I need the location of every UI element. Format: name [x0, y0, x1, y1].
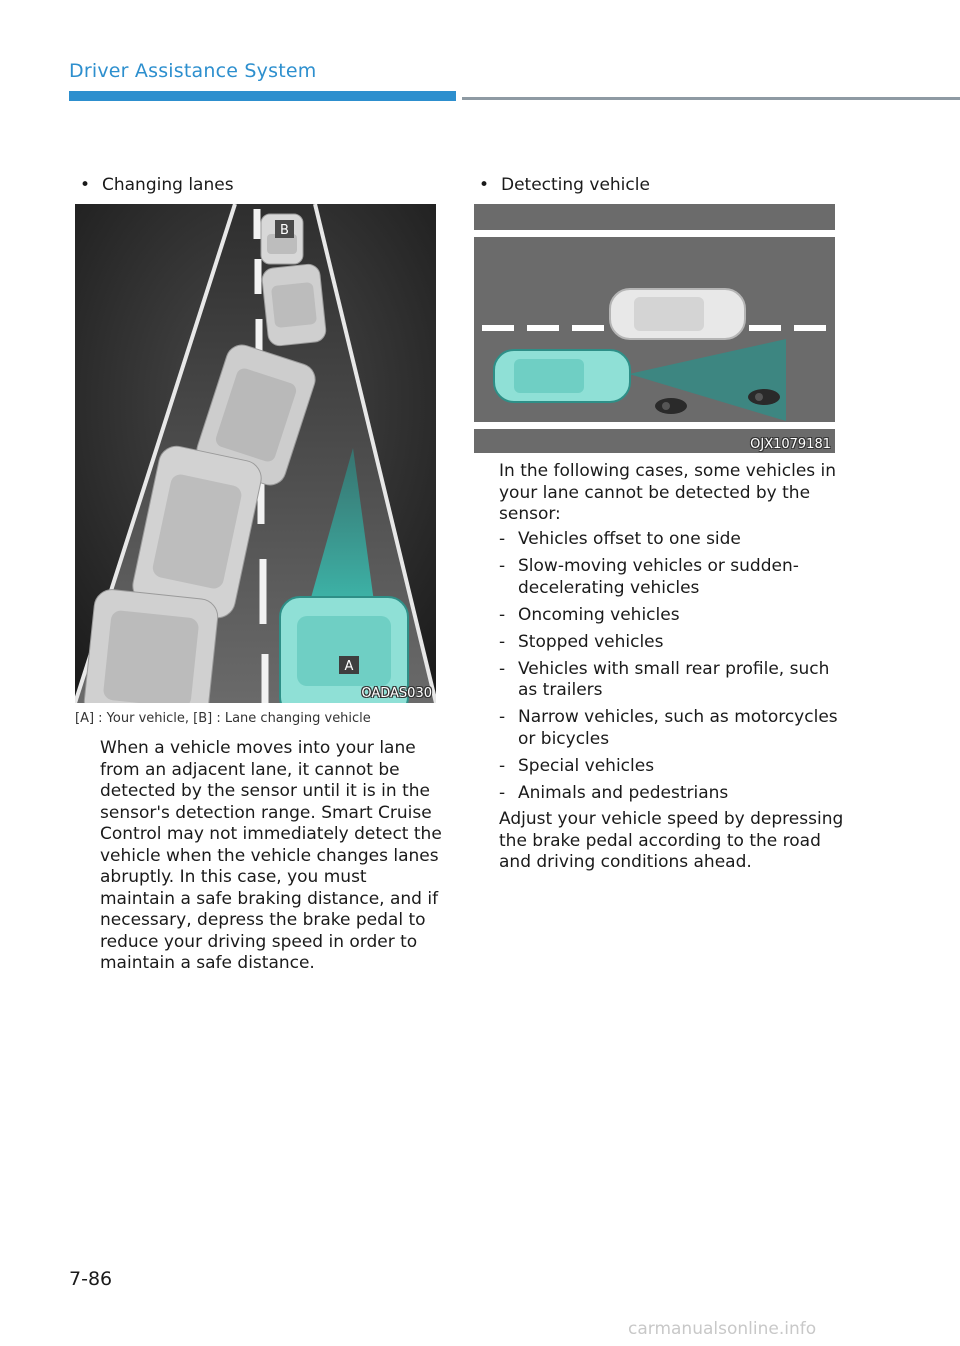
dash-icon: -	[499, 658, 506, 679]
dash-icon: -	[499, 556, 506, 576]
detecting-intro: In the following cases, some vehicles in your lane cannot be detected by the sensor:	[499, 461, 837, 524]
list-item: - Stopped vehicles	[499, 631, 664, 652]
dash-icon: -	[499, 782, 506, 803]
figure-caption: [A] : Your vehicle, [B] : Lane changing vehicle	[75, 711, 371, 726]
lane-change-paragraph: When a vehicle moves into your lane from an adjacent lane, it cannot be detected by the sensor until it is in the sensor's detection range. Smart Cruise Control may not immediately detect the vehicle when the vehicle changes lanes abruptly. In this case, you must maintain a safe braking distance, and if necessary, depress the brake pedal to reduce your driving speed in order to maintain a safe distance.	[100, 738, 442, 973]
marker-b: B	[280, 223, 289, 238]
figure-code: OADAS030	[361, 686, 432, 701]
heading-text: Changing lanes	[102, 175, 234, 195]
section-title: Driver Assistance System	[69, 60, 317, 82]
list-item: - Slow-moving vehicles or sudden-decelerating vehicles	[499, 556, 799, 598]
list-item: - Vehicles offset to one side	[499, 529, 741, 549]
bullet-heading-detecting-vehicle	[479, 175, 650, 195]
list-item: - Animals and pedestrians	[499, 782, 729, 803]
detecting-vehicle-illustration	[474, 204, 835, 453]
lane-change-illustration	[75, 204, 436, 703]
figure-code: OJX1079181	[750, 437, 831, 452]
lane-change-svg	[75, 204, 436, 703]
dash-icon: -	[499, 631, 506, 652]
header-rule	[462, 97, 960, 100]
bullet-icon: •	[80, 175, 91, 195]
list-item: - Narrow vehicles, such as motorcycles or bicycles	[499, 707, 838, 749]
bullet-icon: •	[479, 175, 490, 195]
heading-text: Detecting vehicle	[501, 175, 650, 195]
undetected-vehicle-list	[499, 529, 844, 810]
list-item: - Special vehicles	[499, 755, 655, 776]
dash-icon: -	[499, 604, 506, 625]
dash-icon: -	[499, 755, 506, 776]
watermark: carmanualsonline.info	[628, 1319, 817, 1339]
list-item: - Vehicles with small rear profile, such as trailers	[499, 658, 830, 700]
dash-icon: -	[499, 529, 506, 549]
dash-icon: -	[499, 707, 506, 727]
adjust-speed-paragraph: Adjust your vehicle speed by depressing the brake pedal according to the road and driving conditions ahead.	[499, 809, 844, 872]
page-number: 7-86	[69, 1268, 113, 1290]
marker-a: A	[344, 659, 354, 674]
bullet-heading-changing-lanes	[80, 175, 234, 195]
header-accent-bar	[69, 91, 456, 101]
detecting-vehicle-svg	[474, 204, 835, 453]
list-item: - Oncoming vehicles	[499, 604, 680, 625]
